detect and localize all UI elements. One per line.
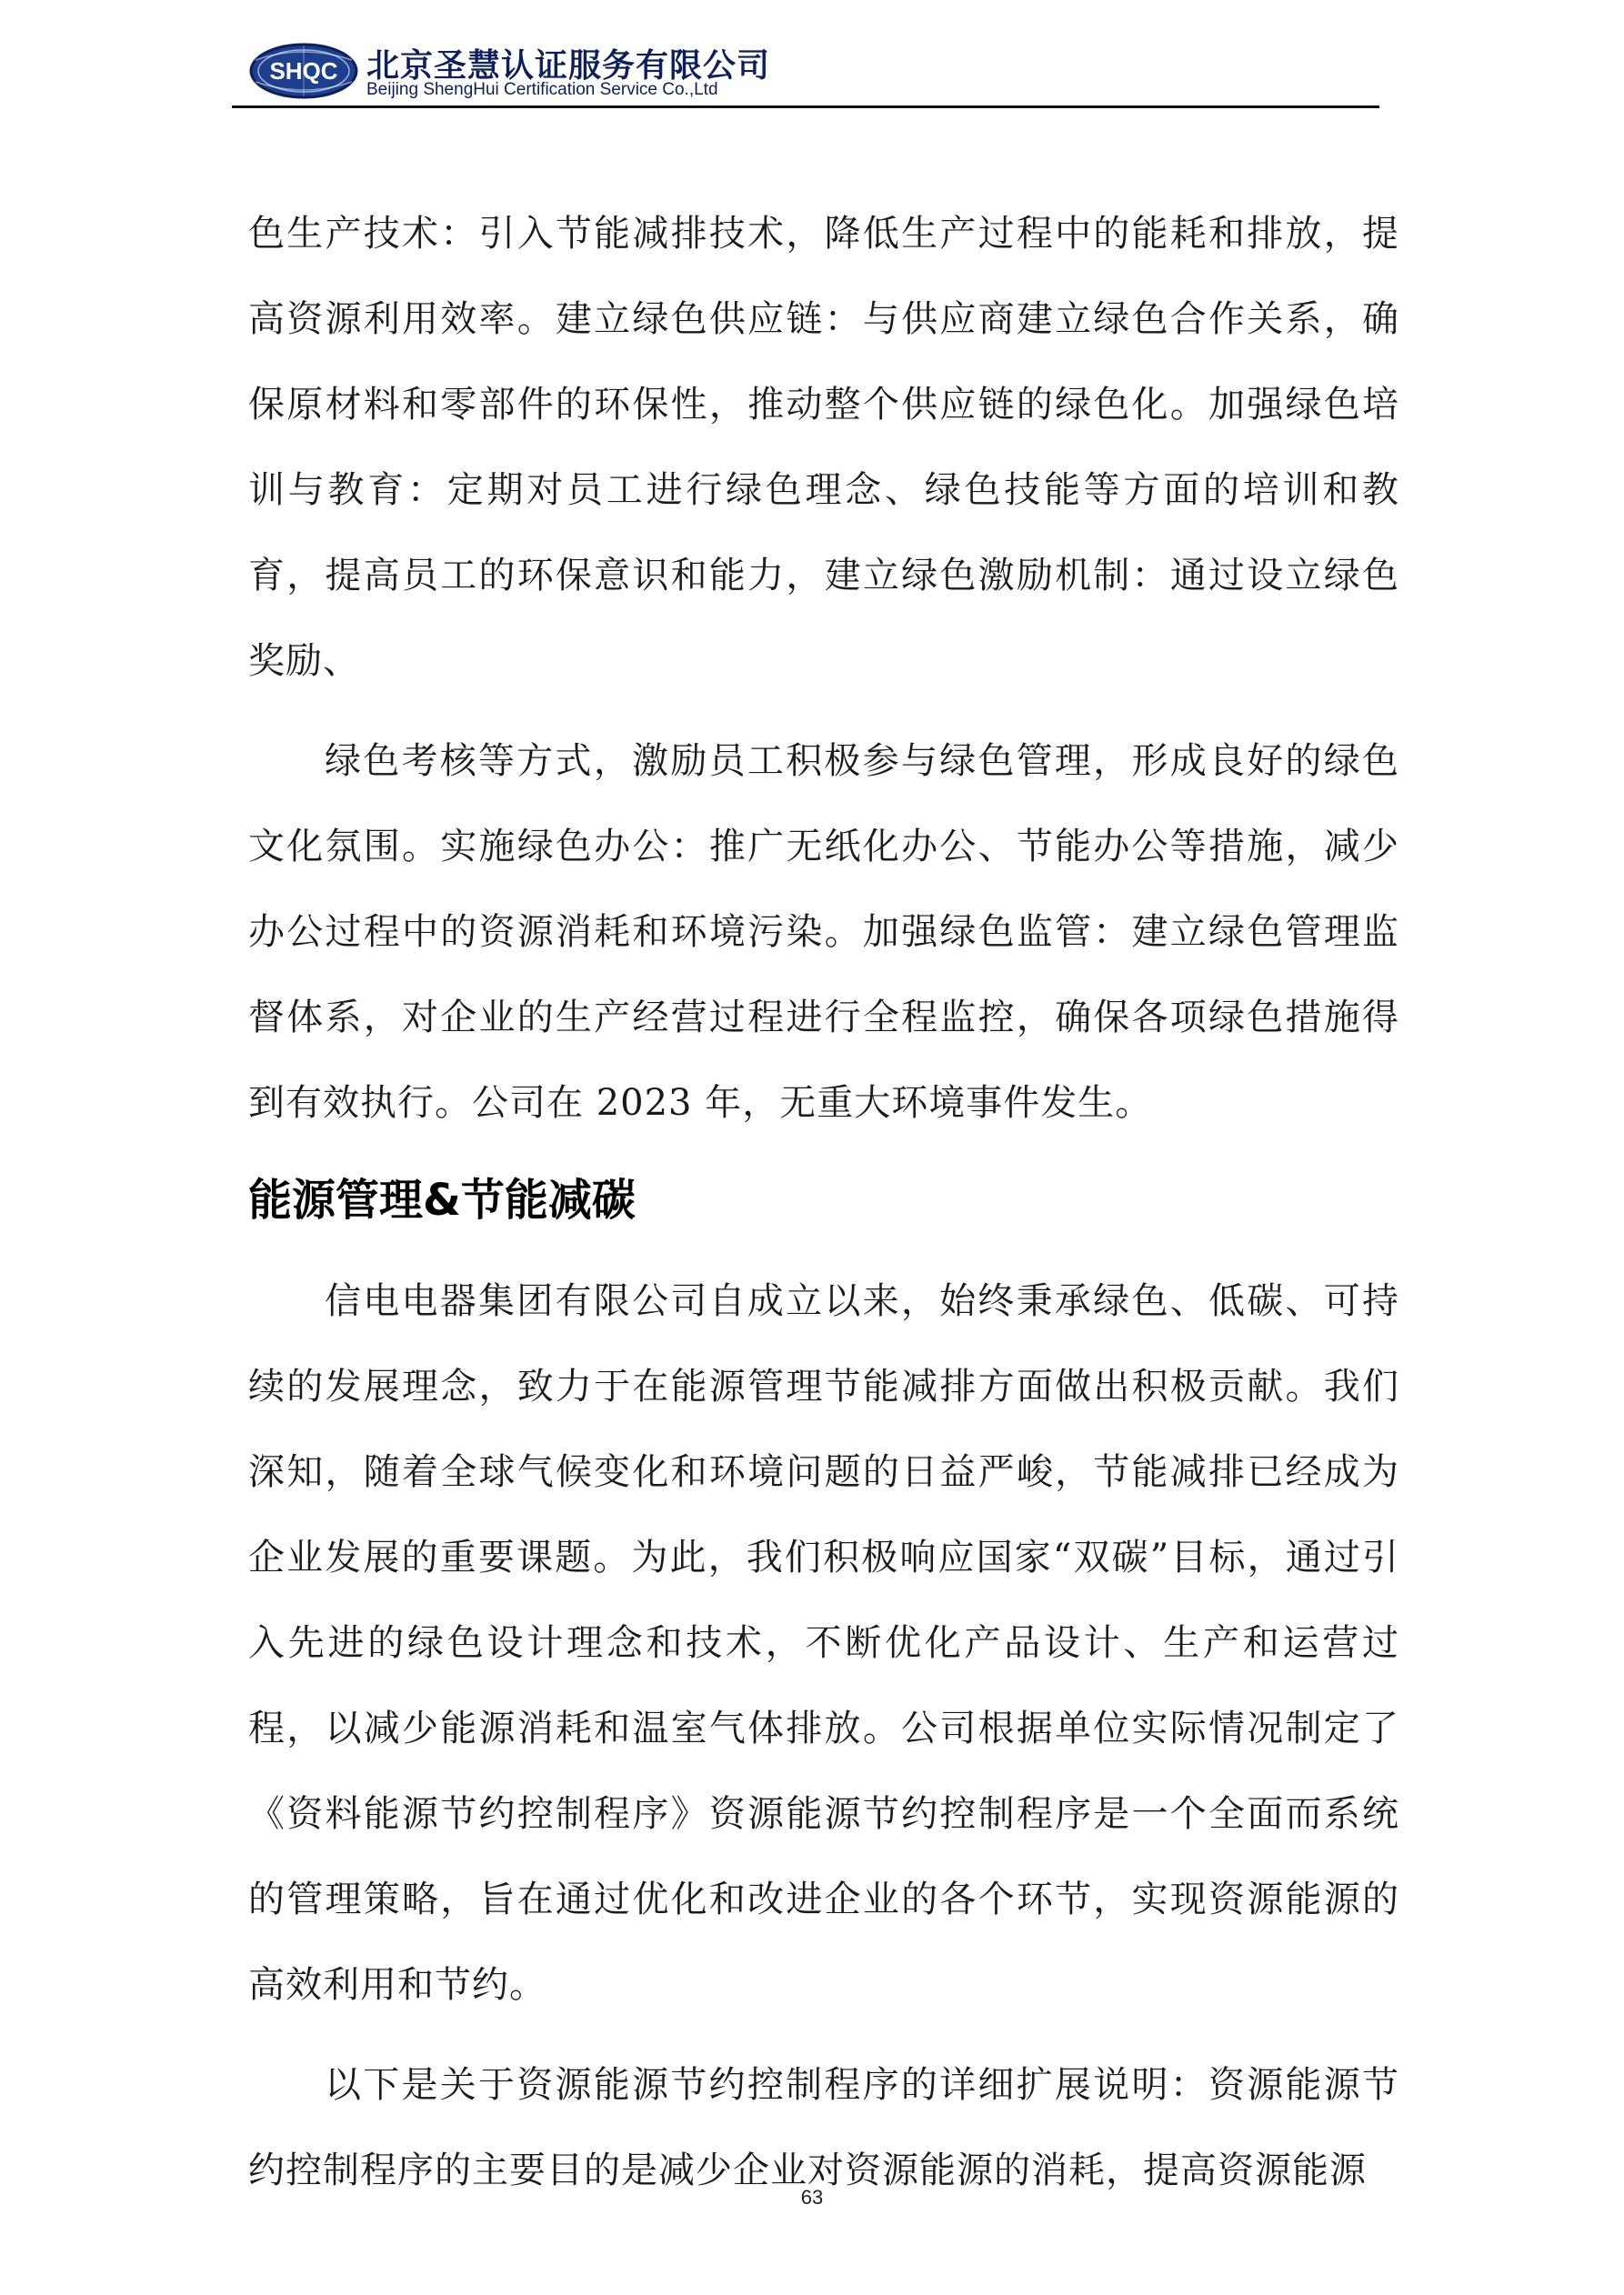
page-number: 63	[800, 2186, 824, 2209]
page-header	[241, 35, 1378, 107]
header-divider	[232, 105, 1379, 108]
section-heading-energy: 能源管理&节能减碳	[248, 1175, 636, 1226]
paragraph-green-production: 色生产技术：引入节能减排技术，降低生产过程中的能耗和排放，提高资源利用效率。建立绿色供应链：与供应商建立绿色合作关系，确保原材料和零部件的环保性，推动整个供应链的绿色化。加强绿色培训与教育：定期对员工进行绿色理念、绿色技能等方面的培训和教育，提高员工的环保意识和能力，建立绿色激励机制：通过设立绿色奖励、	[248, 213, 1399, 682]
paragraph-energy-control-intro: 以下是关于资源能源节约控制程序的详细扩展说明：资源能源节约控制程序的主要目的是减少企业对资源能源的消耗，提高资源能源	[248, 2064, 1399, 2191]
paragraph-green-culture: 绿色考核等方式，激励员工积极参与绿色管理，形成良好的绿色文化氛围。实施绿色办公：推广无纸化办公、节能办公等措施，减少办公过程中的资源消耗和环境污染。加强绿色监管：建立绿色管理监督体系，对企业的生产经营过程进行全程监控，确保各项绿色措施得到有效执行。公司在 2023 年，无重大环境事件发生。	[248, 740, 1399, 1124]
company-name-cn: 北京圣慧认证服务有限公司	[366, 47, 771, 85]
logo-text: SHQC	[269, 57, 338, 85]
paragraph-energy-management: 信电电器集团有限公司自成立以来，始终秉承绿色、低碳、可持续的发展理念，致力于在能源管理节能减排方面做出积极贡献。我们深知，随着全球气候变化和环境问题的日益严峻，节能减排已经成为企业发展的重要课题。为此，我们积极响应国家“双碳”目标，通过引入先进的绿色设计理念和技术，不断优化产品设计、生产和运营过程，以减少能源消耗和温室气体排放。公司根据单位实际情况制定了《资料能源节约控制程序》资源能源节约控制程序是一个全面而系统的管理策略，旨在通过优化和改进企业的各个环节，实现资源能源的高效利用和节约。	[248, 1280, 1399, 2006]
shqc-logo-icon	[248, 42, 359, 100]
document-body	[248, 191, 1399, 2213]
company-name-en: Beijing ShengHui Certification Service Co.,Ltd	[366, 80, 718, 99]
